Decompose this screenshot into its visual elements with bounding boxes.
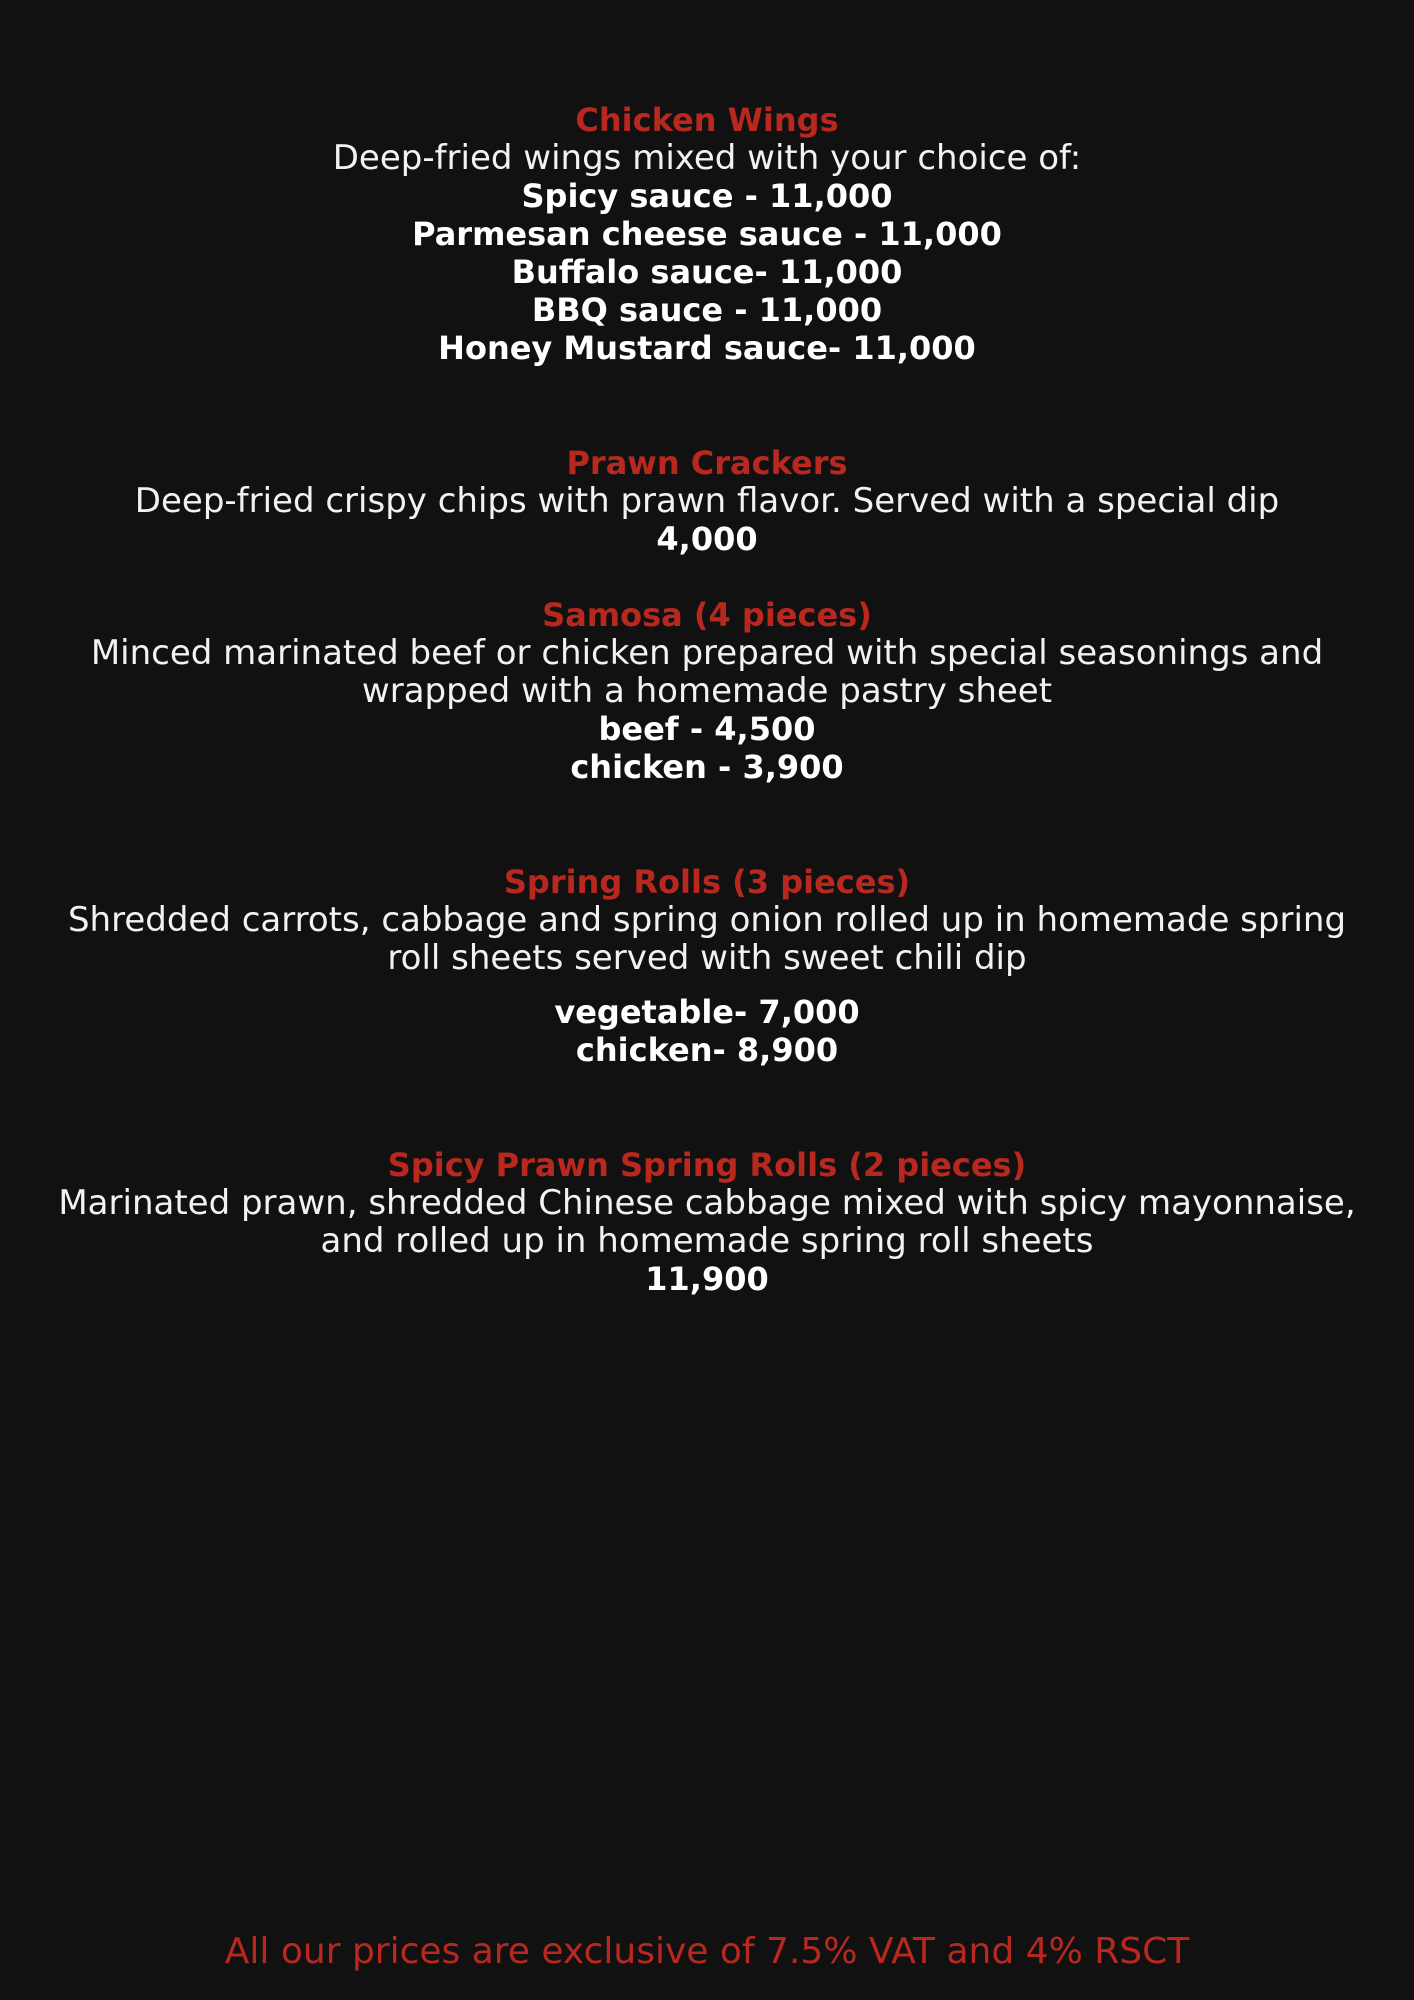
item-title: Spring Rolls (3 pieces) xyxy=(503,863,911,901)
menu-item-samosa xyxy=(40,596,1374,786)
item-description: and rolled up in homemade spring roll sheets xyxy=(320,1221,1094,1261)
item-title: Samosa (4 pieces) xyxy=(542,596,872,634)
item-description: Deep-fried crispy chips with prawn flavor. Served with a special dip xyxy=(134,481,1280,521)
item-price: Spicy sauce - 11,000 xyxy=(521,177,893,215)
item-price: 11,900 xyxy=(645,1260,769,1298)
menu-item-spicy-prawn-spring-rolls xyxy=(40,1146,1374,1298)
item-price: Buffalo sauce- 11,000 xyxy=(511,253,903,291)
item-title: Spicy Prawn Spring Rolls (2 pieces) xyxy=(387,1146,1027,1184)
item-title: Prawn Crackers xyxy=(566,444,848,482)
item-description: Deep-fried wings mixed with your choice of: xyxy=(332,138,1082,178)
item-price: chicken - 3,900 xyxy=(570,748,844,786)
item-price: Parmesan cheese sauce - 11,000 xyxy=(412,215,1002,253)
item-price: 4,000 xyxy=(656,520,758,558)
item-price: vegetable- 7,000 xyxy=(554,993,860,1031)
item-description: Marinated prawn, shredded Chinese cabbage mixed with spicy mayonnaise, xyxy=(58,1183,1356,1223)
vat-footer-note: All our prices are exclusive of 7.5% VAT and 4% RSCT xyxy=(224,1931,1190,1972)
menu-item-chicken-wings xyxy=(40,101,1374,367)
item-price: beef - 4,500 xyxy=(598,710,816,748)
item-description: Minced marinated beef or chicken prepared with special seasonings and xyxy=(90,633,1324,673)
item-price: BBQ sauce - 11,000 xyxy=(531,291,883,329)
item-description: Shredded carrots, cabbage and spring onion rolled up in homemade spring xyxy=(67,900,1347,940)
item-price: Honey Mustard sauce- 11,000 xyxy=(438,329,976,367)
item-description: wrapped with a homemade pastry sheet xyxy=(361,671,1053,711)
item-description: roll sheets served with sweet chili dip xyxy=(387,938,1027,978)
item-price: chicken- 8,900 xyxy=(575,1031,839,1069)
menu-item-prawn-crackers xyxy=(40,444,1374,558)
item-title: Chicken Wings xyxy=(575,101,839,139)
menu-item-spring-rolls xyxy=(40,863,1374,1069)
